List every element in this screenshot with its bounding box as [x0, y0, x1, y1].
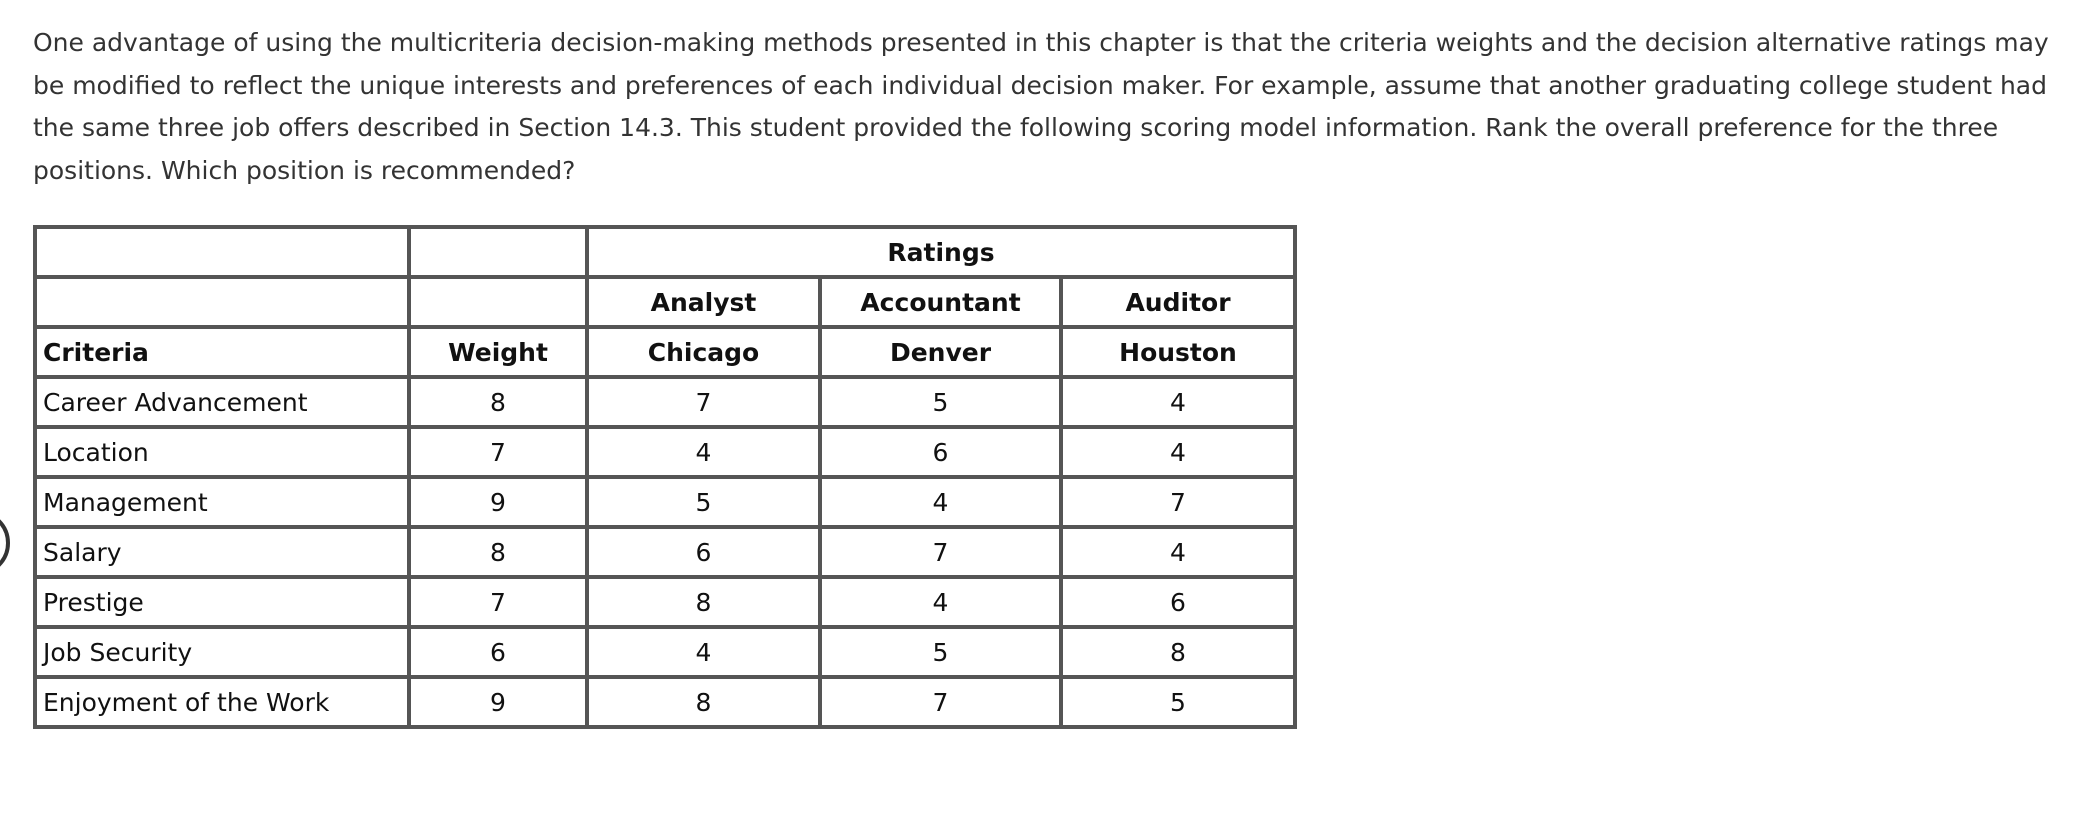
weight-cell: 8: [409, 527, 587, 577]
ratings-header-row: [35, 227, 1295, 277]
rating-cell: 4: [820, 577, 1061, 627]
criteria-cell: Location: [35, 427, 409, 477]
scoring-model-table: [33, 225, 1297, 729]
criteria-cell: Management: [35, 477, 409, 527]
table-row: [35, 627, 1295, 677]
locations-header-row: [35, 327, 1295, 377]
rating-cell: 6: [820, 427, 1061, 477]
rating-cell: 8: [1061, 627, 1295, 677]
rating-cell: 7: [587, 377, 820, 427]
weight-cell: 7: [409, 577, 587, 627]
criteria-cell: Job Security: [35, 627, 409, 677]
table-row: [35, 427, 1295, 477]
partial-circle-mark: [0, 510, 10, 576]
rating-cell: 4: [1061, 427, 1295, 477]
rating-cell: 4: [587, 627, 820, 677]
weight-cell: 9: [409, 477, 587, 527]
rating-cell: 7: [820, 677, 1061, 727]
criteria-cell: Prestige: [35, 577, 409, 627]
empty-cell: [409, 277, 587, 327]
ratings-header: Ratings: [587, 227, 1295, 277]
problem-statement: One advantage of using the multicriteria decision-making methods presented in this chapter is that the criteria weights and the decision alternative ratings may be modified to reflect the unique interests and preferences of each individual decision maker. For example, assume that another graduating college student had the same three job offers described in Section 14.3. This student provided the following scoring model information. Rank the overall preference for the three positions. Which position is recommended?: [33, 28, 2049, 185]
table-row: [35, 527, 1295, 577]
position-auditor: Auditor: [1061, 277, 1295, 327]
location-denver: Denver: [820, 327, 1061, 377]
location-chicago: Chicago: [587, 327, 820, 377]
rating-cell: 5: [1061, 677, 1295, 727]
weight-cell: 7: [409, 427, 587, 477]
rating-cell: 8: [587, 677, 820, 727]
empty-cell: [35, 227, 409, 277]
criteria-cell: Career Advancement: [35, 377, 409, 427]
position-analyst: Analyst: [587, 277, 820, 327]
table-row: [35, 577, 1295, 627]
criteria-cell: Enjoyment of the Work: [35, 677, 409, 727]
rating-cell: 5: [820, 627, 1061, 677]
rating-cell: 4: [820, 477, 1061, 527]
rating-cell: 7: [820, 527, 1061, 577]
weight-cell: 6: [409, 627, 587, 677]
rating-cell: 7: [1061, 477, 1295, 527]
empty-cell: [409, 227, 587, 277]
positions-header-row: [35, 277, 1295, 327]
criteria-cell: Salary: [35, 527, 409, 577]
rating-cell: 8: [587, 577, 820, 627]
weight-header: Weight: [409, 327, 587, 377]
criteria-header: Criteria: [35, 327, 409, 377]
weight-cell: 8: [409, 377, 587, 427]
table-row: [35, 377, 1295, 427]
rating-cell: 4: [1061, 527, 1295, 577]
rating-cell: 6: [587, 527, 820, 577]
rating-cell: 4: [587, 427, 820, 477]
location-houston: Houston: [1061, 327, 1295, 377]
rating-cell: 5: [587, 477, 820, 527]
position-accountant: Accountant: [820, 277, 1061, 327]
rating-cell: 5: [820, 377, 1061, 427]
empty-cell: [35, 277, 409, 327]
rating-cell: 4: [1061, 377, 1295, 427]
table-row: [35, 477, 1295, 527]
table-row: [35, 677, 1295, 727]
weight-cell: 9: [409, 677, 587, 727]
rating-cell: 6: [1061, 577, 1295, 627]
